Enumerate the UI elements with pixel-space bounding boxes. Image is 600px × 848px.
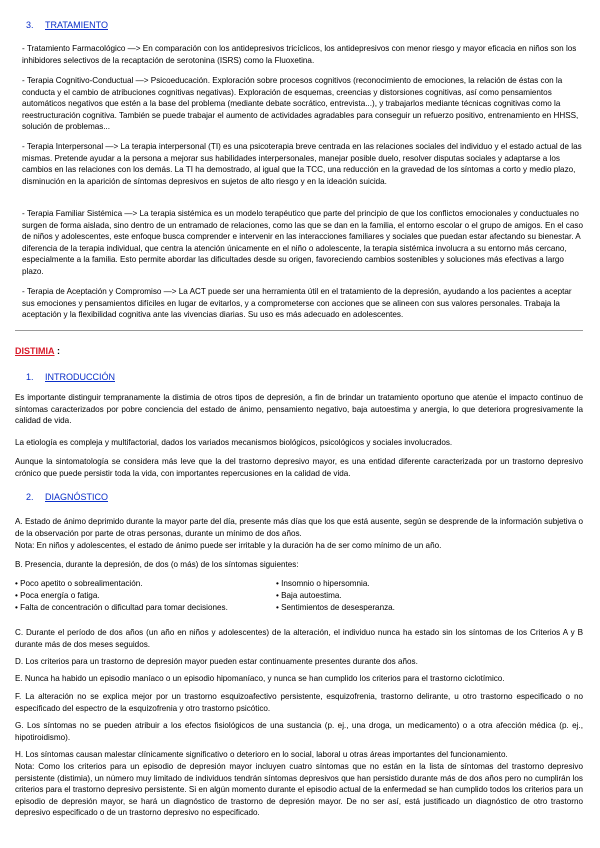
criterion-g: G. Los síntomas no se pueden atribuir a los efectos fisiológicos de una sustancia (p. ej., una droga, un medicamento) o a otra afección médica (p. ej., hipotiroidismo). <box>15 721 583 742</box>
divider <box>15 330 583 331</box>
section-title-tratamiento: TRATAMIENTO <box>45 20 108 30</box>
section-number: 3. <box>26 20 34 30</box>
criterion-e: E. Nunca ha habido un episodio maníaco o un episodio hipomaníaco, y nunca se han cumplido los criterios para el trastorno ciclotímico. <box>15 674 505 683</box>
section-title-introduccion: INTRODUCCIÓN <box>45 372 115 382</box>
treatment-item-cbt: - Terapia Cognitivo-Conductual —> Psicoeducación. Exploración sobre procesos cognitivos (reconocimiento de emociones, la relación de éstas con la conducta y el cambio de atribuciones cognitivas negativas). Exploración de esquemas, creencias y distorsiones cognitivas, así como pensamientos automáticos negativos que estén a la base del problema (mediante debate socrático, entrevista...), y trabajarlos mediante técnicas cognitivas como la reestructuración cognitiva. También se puede trabajar el aumento de actividades agradables para conseguir un refuerzo positivo, entrenamiento en HHSS, solución de problemas... <box>22 76 579 132</box>
symptom-item: • Poco apetito o sobrealimentación. <box>15 579 143 588</box>
treatment-item-family-systemic: - Terapia Familiar Sistémica —> La terapia sistémica es un modelo terapéutico que parte del principio de que los conflictos emocionales y conductuales no surgen de forma aislada, sino dentro de un entramado de relaciones, como las que se dan en la familia, el entorno escolar o el grupo de amigos. En el caso de niños y adolescentes, este enfoque busca comprender e intervenir en las interacciones familiares y sociales que puedan estar afectando su bienestar. A diferencia de la terapia individual, que centra la atención únicamente en el niño o adolescente, la terapia sistémica involucra a su entorno más cercano, especialmente a la familia. Esto permite abordar las dificultades desde su origen, favoreciendo cambios sostenibles y soluciones más efectivas a largo plazo. <box>22 209 583 276</box>
treatment-item-pharmacological: - Tratamiento Farmacológico —> En comparación con los antidepresivos tricíclicos, los antidepresivos con menor riesgo y mayor eficacia en niños son los inhibidores selectivos de la recaptación de serotonina (ISRS) como la Fluoxetina. <box>22 44 577 65</box>
section-number: 2. <box>26 492 34 502</box>
criterion-a: A. Estado de ánimo deprimido durante la mayor parte del día, presente más días que los que está ausente, según se desprende de la información subjetiva o de la observación por parte de otras personas, durante un mínimo de dos años. <box>15 517 583 538</box>
intro-paragraph: Aunque la sintomatología se considera más leve que la del trastorno depresivo mayor, es una entidad diferente caracterizada por un trastorno depresivo crónico que puede persistir toda la vida, con importantes repercusiones en la calidad de vida. <box>15 457 583 478</box>
symptom-item: • Insomnio o hipersomnia. <box>276 579 370 588</box>
criterion-b: B. Presencia, durante la depresión, de dos (o más) de los síntomas siguientes: <box>15 560 299 569</box>
criterion-f: F. La alteración no se explica mejor por un trastorno esquizoafectivo persistente, esquizofrenia, trastorno delirante, u otro trastorno especificado o no especificado del espectro de la esquizofrenia y otro trastorno psicótico. <box>15 692 583 713</box>
criterion-h-note: Nota: Como los criterios para un episodio de depresión mayor incluyen cuatro síntomas que no están en la lista de síntomas del trastorno depresivo persistente (distimia), un número muy limitado de individuos tendrán síntomas depresivos que han persistido durante más de dos años pero no cumplirán los criterios para el trastorno depresivo persistente. Si en algún momento durante el episodio actual de la enfermedad se han cumplido todos los criterios para un episodio de depresión mayor, se hará un diagnóstico de trastorno de depresión mayor. De no ser así, está justificado un diagnóstico de otro trastorno depresivo especificado o de un trastorno depresivo no especificado. <box>15 762 583 818</box>
distimia-colon: : <box>57 346 60 356</box>
treatment-item-act: - Terapia de Aceptación y Compromiso —> La ACT puede ser una herramienta útil en el tratamiento de la depresión, ayudando a los pacientes a aceptar sus emociones y pensamientos difíciles en lugar de evitarlos, y a comprometerse con acciones que se alineen con sus valores personales. Trabaja la aceptación y la flexibilidad cognitiva ante las vivencias diarias. Su uso es más adecuado en adolescentes. <box>22 287 572 320</box>
intro-paragraph: La etiología es compleja y multifactorial, dados los variados mecanismos biológicos, psicológicos y sociales involucrados. <box>15 438 453 447</box>
criterion-d: D. Los criterios para un trastorno de depresión mayor pueden estar continuamente presentes durante dos años. <box>15 657 418 666</box>
symptom-item: • Baja autoestima. <box>276 591 342 600</box>
symptom-item: • Sentimientos de desesperanza. <box>276 603 395 612</box>
criterion-a-note: Nota: En niños y adolescentes, el estado de ánimo puede ser irritable y la duración ha de ser como mínimo de un año. <box>15 541 442 550</box>
section-number: 1. <box>26 372 34 382</box>
criterion-c: C. Durante el período de dos años (un año en niños y adolescentes) de la alteración, el individuo nunca ha estado sin los síntomas de los Criterios A y B durante más de dos meses seguidos. <box>15 628 583 649</box>
intro-paragraph: Es importante distinguir tempranamente la distimia de otros tipos de depresión, a fin de brindar un tratamiento oportuno que atenúe el impacto continuo de síntomas caracterizados por pobre conciencia del estado de ánimo, pensamiento negativo, baja autoestima y anergia, lo que deteriora progresivamente la calidad de vida. <box>15 393 583 426</box>
distimia-heading: DISTIMIA <box>15 346 55 356</box>
symptom-item: • Poca energía o fatiga. <box>15 591 100 600</box>
treatment-item-interpersonal: - Terapia Interpersonal —> La terapia interpersonal (TI) es una psicoterapia breve centrada en las relaciones sociales del individuo y el estado actual de las mismas. Pretende ayudar a la persona a mejorar sus habilidades interpersonales, manejar posible duelo, resolver disputas sociales y adaptarse a los cambios en las relaciones con los demás. La TI ha demostrado, al igual que la TCC, una reducción en la gravedad de los síntomas a corto y medio plazo, disminución en la aparición de síntomas depresivos en sujetos de alto riesgo y en la ideación suicida. <box>22 142 582 186</box>
symptom-item: • Falta de concentración o dificultad para tomar decisiones. <box>15 603 228 612</box>
section-title-diagnostico: DIAGNÓSTICO <box>45 492 109 502</box>
criterion-h: H. Los síntomas causan malestar clínicamente significativo o deterioro en lo social, laboral u otras áreas importantes del funcionamiento. <box>15 750 508 759</box>
